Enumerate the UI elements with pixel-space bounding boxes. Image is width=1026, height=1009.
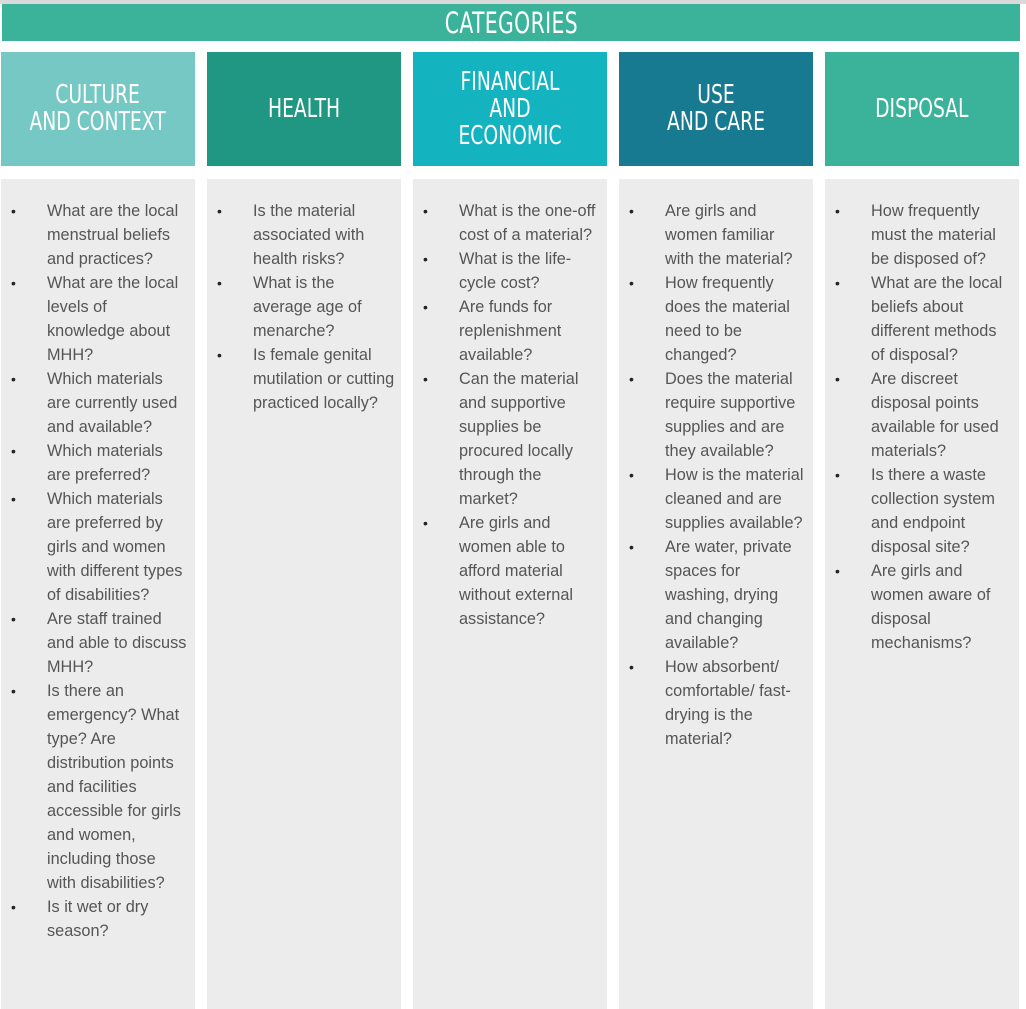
question-item <box>619 535 813 655</box>
question-text: Are girls and women aware of disposal mechanisms? <box>871 562 991 652</box>
bullet-icon: • <box>629 467 634 483</box>
question-item <box>825 463 1019 559</box>
question-item <box>1 367 195 439</box>
bullet-icon: • <box>629 203 634 219</box>
question-text: Is there an emergency? What type? Are distribution points and facilities accessible for girls and women, including those with disabilities? <box>47 682 181 892</box>
category-heading: CULTURE AND CONTEXT <box>29 80 167 137</box>
question-item <box>413 295 607 367</box>
bullet-icon: • <box>11 683 16 699</box>
bullet-icon: • <box>11 611 16 627</box>
question-item <box>1 679 195 895</box>
question-item <box>1 271 195 367</box>
question-text: What is the life-cycle cost? <box>459 250 572 292</box>
question-text: Are staff trained and able to discuss MHH? <box>47 610 187 676</box>
question-list <box>413 199 607 631</box>
category-column-health <box>207 52 401 412</box>
question-list <box>619 199 813 751</box>
question-text: How is the material cleaned and are supplies available? <box>665 466 804 532</box>
page-title: CATEGORIES <box>444 5 578 40</box>
question-item <box>413 367 607 511</box>
bullet-icon: • <box>11 203 16 219</box>
question-panel <box>413 179 607 1009</box>
bullet-icon: • <box>629 371 634 387</box>
question-item <box>1 607 195 679</box>
question-item <box>207 199 401 271</box>
question-item <box>413 247 607 295</box>
question-item <box>619 655 813 751</box>
category-heading: HEALTH <box>267 93 341 124</box>
categories-title-bar <box>2 4 1020 41</box>
question-item <box>825 559 1019 655</box>
question-item <box>825 271 1019 367</box>
question-text: Are discreet disposal points available for used materials? <box>871 370 999 460</box>
bullet-icon: • <box>11 443 16 459</box>
question-panel <box>1 179 195 1009</box>
question-text: What are the local levels of knowledge about MHH? <box>47 274 179 364</box>
question-item <box>1 487 195 607</box>
question-panel <box>825 179 1019 1009</box>
bullet-icon: • <box>11 491 16 507</box>
bullet-icon: • <box>423 299 428 315</box>
category-heading: USE AND CARE <box>667 80 765 137</box>
category-heading: FINANCIAL AND ECONOMIC <box>458 66 562 151</box>
bullet-icon: • <box>629 659 634 675</box>
bullet-icon: • <box>835 203 840 219</box>
question-text: Are funds for replenishment available? <box>459 298 562 364</box>
bullet-icon: • <box>217 275 222 291</box>
bullet-icon: • <box>629 275 634 291</box>
question-text: Is it wet or dry season? <box>47 898 149 940</box>
category-header <box>825 52 1019 166</box>
category-column-financial-and-economic <box>413 52 607 628</box>
category-header <box>619 52 813 166</box>
bullet-icon: • <box>217 203 222 219</box>
question-item <box>1 199 195 271</box>
category-column-culture-and-context <box>1 52 195 940</box>
bullet-icon: • <box>835 371 840 387</box>
question-text: What are the local menstrual beliefs and practices? <box>47 202 179 268</box>
question-text: What are the local beliefs about different methods of disposal? <box>871 274 1003 364</box>
category-heading: DISPOSAL <box>875 93 969 124</box>
question-text: Is there a waste collection system and endpoint disposal site? <box>871 466 995 556</box>
question-text: What is the one-off cost of a material? <box>459 202 596 244</box>
bullet-icon: • <box>629 539 634 555</box>
bullet-icon: • <box>835 275 840 291</box>
bullet-icon: • <box>217 347 222 363</box>
category-column-use-and-care <box>619 52 813 748</box>
question-list <box>207 199 401 415</box>
question-item <box>619 199 813 271</box>
question-text: Can the material and supportive supplies be procured locally through the market? <box>459 370 579 508</box>
bullet-icon: • <box>423 251 428 267</box>
category-header <box>207 52 401 166</box>
question-list <box>825 199 1019 655</box>
bullet-icon: • <box>11 371 16 387</box>
question-text: Does the material require supportive supplies and are they available? <box>665 370 796 460</box>
question-item <box>619 367 813 463</box>
question-item <box>207 271 401 343</box>
category-column-disposal <box>825 52 1019 652</box>
category-header <box>413 52 607 166</box>
question-item <box>413 199 607 247</box>
bullet-icon: • <box>423 203 428 219</box>
question-list <box>1 199 195 943</box>
bullet-icon: • <box>835 563 840 579</box>
question-item <box>825 367 1019 463</box>
question-text: Are water, private spaces for washing, drying and changing available? <box>665 538 792 652</box>
question-item <box>1 895 195 943</box>
question-panel <box>619 179 813 1009</box>
question-text: Is the material associated with health risks? <box>253 202 365 268</box>
bullet-icon: • <box>11 899 16 915</box>
bullet-icon: • <box>423 515 428 531</box>
bullet-icon: • <box>423 371 428 387</box>
question-text: How absorbent/ comfortable/ fast-drying is the material? <box>665 658 791 748</box>
question-text: Is female genital mutilation or cutting practiced locally? <box>253 346 395 412</box>
question-text: Which materials are currently used and available? <box>47 370 178 436</box>
question-text: Which materials are preferred? <box>47 442 163 484</box>
question-text: Are girls and women able to afford material without external assistance? <box>459 514 574 628</box>
bullet-icon: • <box>11 275 16 291</box>
question-item <box>207 343 401 415</box>
question-text: What is the average age of menarche? <box>253 274 362 340</box>
question-text: Are girls and women familiar with the material? <box>665 202 793 268</box>
question-item <box>619 271 813 367</box>
question-text: Which materials are preferred by girls and women with different types of disabilities? <box>47 490 183 604</box>
question-text: How frequently must the material be disposed of? <box>871 202 996 268</box>
question-item <box>413 511 607 631</box>
bullet-icon: • <box>835 467 840 483</box>
question-item <box>1 439 195 487</box>
question-item <box>825 199 1019 271</box>
question-text: How frequently does the material need to be changed? <box>665 274 790 364</box>
question-item <box>619 463 813 535</box>
category-header <box>1 52 195 166</box>
question-panel <box>207 179 401 1009</box>
